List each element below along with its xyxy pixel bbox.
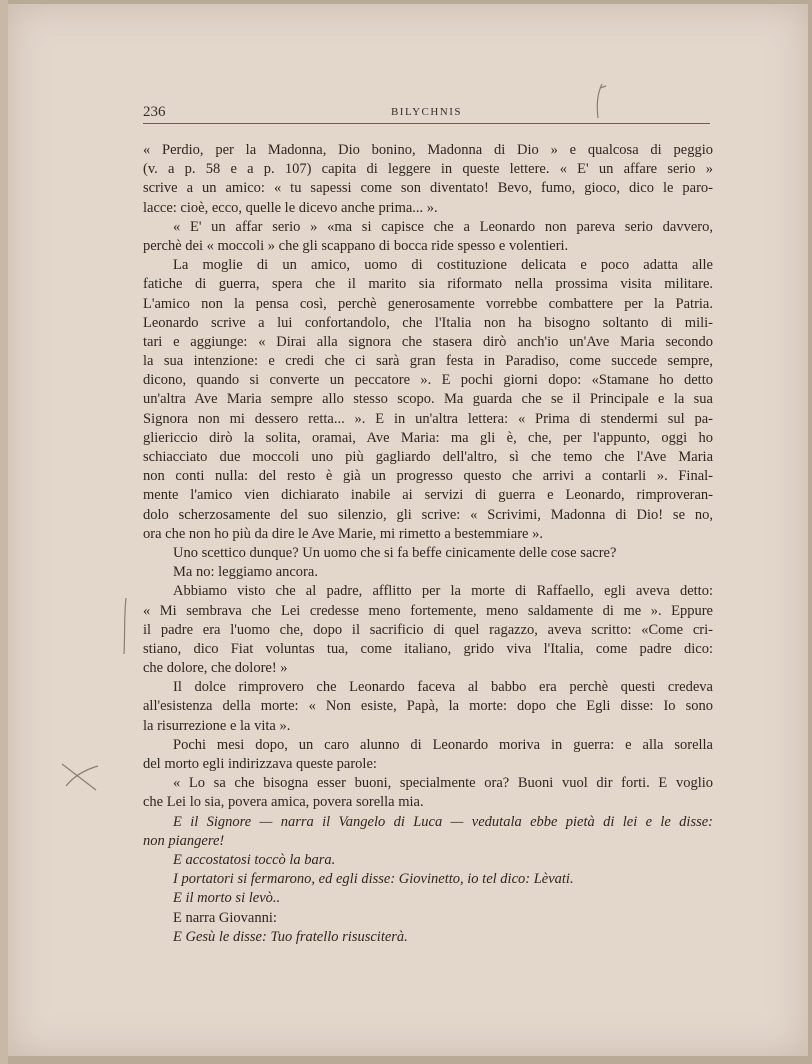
text-line: che dolore, che dolore! » xyxy=(143,660,288,677)
text-line: (v. a p. 58 e a p. 107) capita di leggere in queste lettere. « E' un affare serio » xyxy=(143,161,713,178)
text-line: Uno scettico dunque? Un uomo che si fa beffe cinicamente delle cose sacre? xyxy=(173,544,617,561)
text-line: E il Signore — narra il Vangelo di Luca — vedutala ebbe pietà di lei e le disse: xyxy=(173,813,713,830)
text-line: « E' un affar serio » «ma si capisce che a Leonardo non pareva serio davvero, xyxy=(173,218,713,235)
pencil-mark-top xyxy=(590,82,610,122)
text-line: « Lo sa che bisogna esser buoni, specialmente ora? Buoni vuol dir forti. E voglio xyxy=(173,775,713,792)
text-line: Signora non mi dessero retta... ». E in un'altra lettera: « Prima di stendermi sul pa- xyxy=(143,410,713,427)
page-number: 236 xyxy=(143,104,166,120)
text-line: non piangere! xyxy=(143,832,225,849)
text-line: dicono, quando si converte un peccatore ». E pochi giorni dopo: «Stamane ho detto xyxy=(143,372,713,389)
text-line: « Perdio, per la Madonna, Dio bonino, Madonna di Dio » e qualcosa di peggio xyxy=(143,142,713,158)
text-line: E il morto si levò.. xyxy=(173,890,281,907)
text-line: non conti nulla: del resto è già un progresso questo che arrivi a contarli ». Final- xyxy=(143,468,713,485)
body-text xyxy=(143,141,713,947)
text-line: E narra Giovanni: xyxy=(173,909,277,926)
text-line: ora che non ho più da dire le Ave Marie, mi rimetto a bestemmiare ». xyxy=(143,525,543,542)
text-line: La moglie di un amico, uomo di costituzione delicata e poco adatta alle xyxy=(173,257,713,274)
pencil-margin-line xyxy=(118,596,132,656)
text-line: lacce: cioè, ecco, quelle le dicevo anche prima... ». xyxy=(143,199,438,216)
text-line: schiacciato due moccoli uno più gagliardo dell'altro, sì che temo che l'Ave Maria xyxy=(143,449,713,465)
text-line: Leonardo scrive a lui confortandolo, che l'Italia non ha bisogno soltanto di mili- xyxy=(143,314,713,331)
text-line: Pochi mesi dopo, un caro alunno di Leonardo moriva in guerra: e alla sorella xyxy=(173,736,713,753)
header-rule xyxy=(143,123,710,124)
journal-title: BILYCHNIS xyxy=(390,106,463,118)
text-line: il padre era l'uomo che, dopo il sacrificio di quel ragazzo, aveva scritto: «Come cri- xyxy=(143,621,713,638)
text-line: fatiche di guerra, spera che il marito sia riformato nella prossima visita militare. xyxy=(143,276,713,293)
text-line: I portatori si fermarono, ed egli disse: Giovinetto, io tel dico: Lèvati. xyxy=(173,871,574,888)
text-line: mente l'amico vien dichiarato inabile ai servizi di guerra e Leonardo, rimproveran- xyxy=(143,487,713,504)
text-line: del morto egli indirizzava queste parole: xyxy=(143,756,377,772)
text-line: stiano, dico Fiat voluntas tua, come italiano, grido viva l'Italia, come padre dico: xyxy=(143,640,713,657)
text-line: che Lei lo sia, povera amica, povera sorella mia. xyxy=(143,794,424,811)
text-line: L'amico non la pensa così, perchè generosamente vorrebbe combattere per la Patria. xyxy=(143,295,713,312)
text-line: tari e aggiunge: « Dirai alla signora che stasera dirò anch'io un'Ave Maria secondo xyxy=(143,333,713,350)
text-line: perchè dei « moccoli » che gli scappano di bocca ride spesso e volentieri. xyxy=(143,237,569,254)
text-line: E Gesù le disse: Tuo fratello risusciterà. xyxy=(173,928,408,945)
running-header xyxy=(143,104,710,122)
text-line: Ma no: leggiamo ancora. xyxy=(173,564,318,581)
text-line: gliericcio dirò la solita, oramai, Ave Maria: ma gli è, che, per l'appunto, oggi ho xyxy=(143,429,713,446)
text-line: « Mi sembrava che Lei credesse meno fortemente, meno saldamente di me ». Eppure xyxy=(143,602,713,619)
text-line: la risurrezione e la vita ». xyxy=(143,717,291,734)
text-line: E accostatosi toccò la bara. xyxy=(173,851,336,868)
text-line: all'esistenza della morte: « Non esiste, Papà, la morte: dopo che Egli disse: Io sono xyxy=(143,698,713,715)
text-line: un'altra Ave Maria sempre allo stesso scopo. Ma guarda che se il Principale e la sua xyxy=(143,391,713,408)
pencil-cross-mark xyxy=(58,756,102,796)
text-line: Abbiamo visto che al padre, afflitto per la morte di Raffaello, egli aveva detto: xyxy=(173,583,713,600)
text-line: dolo scherzosamente del suo silenzio, gli scrive: « Scrivimi, Madonna di Dio! se no, xyxy=(143,506,713,523)
text-line: la sua intenzione: e credi che ci sarà gran festa in Paradiso, come succede sempre, xyxy=(143,353,713,370)
page-edge xyxy=(0,0,8,1064)
text-line: Il dolce rimprovero che Leonardo faceva al babbo era perchè questi credeva xyxy=(173,679,713,696)
text-line: scrive a un amico: « tu sapessi come son diventato! Bevo, fumo, gioco, dico le paro- xyxy=(143,180,713,197)
